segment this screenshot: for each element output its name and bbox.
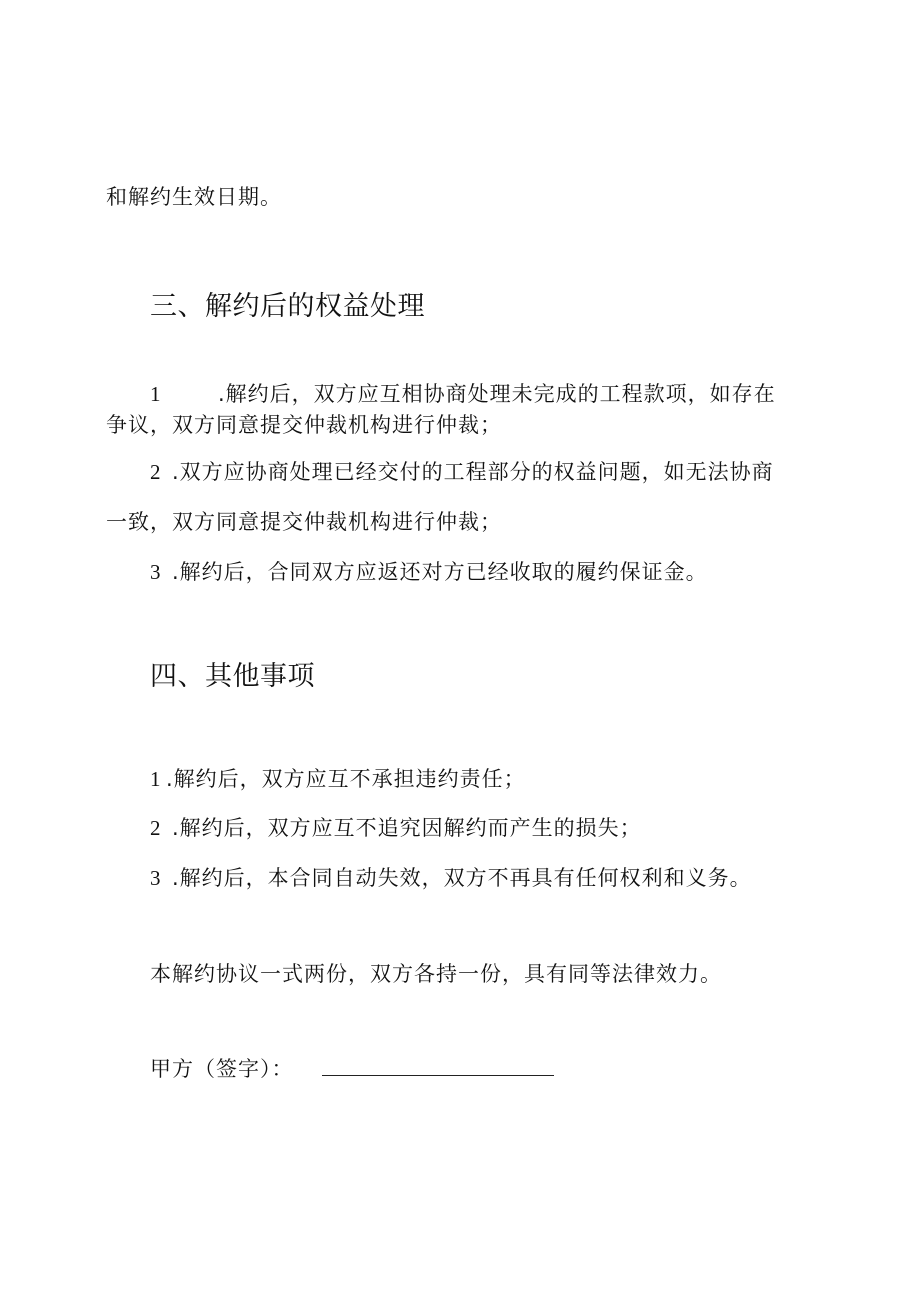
item-number: 3 — [150, 560, 162, 584]
item-text: .解约后，双方应互不承担违约责任； — [166, 767, 526, 791]
section-3-item-3 — [150, 558, 708, 586]
section-3-item-2-continued: 一致，双方同意提交仲裁机构进行仲裁； — [106, 510, 502, 534]
item-number: 2 — [150, 460, 162, 484]
signature-line[interactable] — [322, 1075, 554, 1076]
section-3-item-1 — [150, 380, 776, 408]
section-3-heading: 三、解约后的权益处理 — [150, 291, 425, 322]
section-4-heading: 四、其他事项 — [150, 661, 315, 692]
item-text: .解约后，双方应互不追究因解约而产生的损失； — [172, 816, 642, 840]
signature-label-party-a: 甲方（签字）： — [150, 1057, 294, 1081]
section-4-item-2 — [150, 814, 642, 842]
item-text: .双方应协商处理已经交付的工程部分的权益问题，如无法协商 — [172, 460, 774, 484]
continuation-text: 和解约生效日期。 — [106, 185, 282, 209]
item-text: .解约后，本合同自动失效，双方不再具有任何权利和义务。 — [172, 866, 752, 890]
item-text: .解约后，合同双方应返还对方已经收取的履约保证金。 — [172, 560, 708, 584]
item-number: 3 — [150, 866, 162, 890]
section-3-item-1-continued: 争议，双方同意提交仲裁机构进行仲裁； — [106, 413, 502, 437]
section-3-item-2 — [150, 458, 774, 486]
item-number: 2 — [150, 816, 162, 840]
section-4-item-1 — [150, 765, 526, 793]
closing-statement: 本解约协议一式两份，双方各持一份，具有同等法律效力。 — [150, 962, 722, 986]
item-number: 1 — [150, 382, 162, 406]
section-4-item-3 — [150, 864, 752, 892]
item-number: 1 — [150, 767, 162, 791]
item-text: .解约后，双方应互相协商处理未完成的工程款项，如存在 — [218, 382, 776, 406]
